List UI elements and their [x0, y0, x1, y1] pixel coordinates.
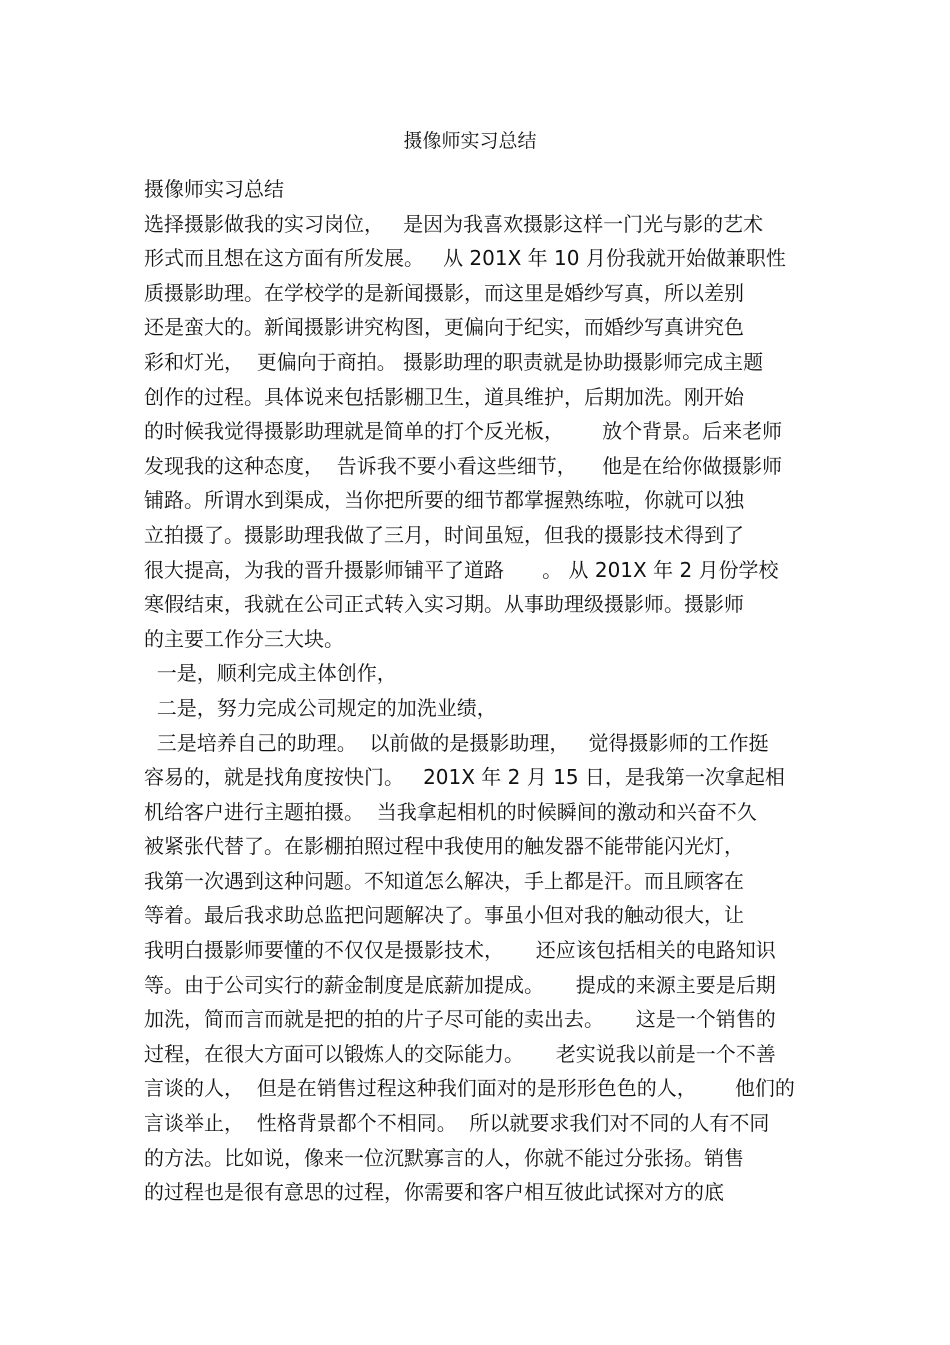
body-subtitle: 摄像师实习总结: [144, 177, 284, 201]
body-line: 的方法。比如说，像来一位沉默寡言的人，你就不能过分张扬。销售: [144, 1145, 744, 1170]
body-line: 选择摄影做我的实习岗位， 是因为我喜欢摄影这样一门光与影的艺术: [144, 211, 764, 236]
body-line: 我明白摄影师要懂的不仅仅是摄影技术， 还应该包括相关的电路知识: [144, 938, 776, 963]
body-line: 彩和灯光， 更偏向于商拍。 摄影助理的职责就是协助摄影师完成主题: [144, 349, 764, 374]
body-line: 容易的，就是找角度按快门。 201X 年 2 月 15 日，是我第一次拿起相: [144, 765, 785, 790]
body-line: 寒假结束，我就在公司正式转入实习期。从事助理级摄影师。摄影师: [144, 592, 744, 617]
body-line: 被紧张代替了。在影棚拍照过程中我使用的触发器不能带能闪光灯，: [144, 834, 744, 859]
body-line: 立拍摄了。摄影助理我做了三月，时间虽短，但我的摄影技术得到了: [144, 522, 744, 547]
body-line: 的主要工作分三大块。: [144, 626, 344, 651]
body-line: 形式而且想在这方面有所发展。 从 201X 年 10 月份我就开始做兼职性: [144, 246, 786, 271]
list-item-3: 三是培养自己的助理。 以前做的是摄影助理， 觉得摄影师的工作挺: [144, 730, 769, 755]
body-line: 等着。最后我求助总监把问题解决了。事虽小但对我的触动很大，让: [144, 903, 744, 928]
body-line: 还是蛮大的。新闻摄影讲究构图，更偏向于纪实，而婚纱写真讲究色: [144, 315, 744, 340]
document-body: [144, 172, 824, 1210]
document-title: 摄像师实习总结: [403, 130, 537, 152]
body-line: 铺路。所谓水到渠成，当你把所要的细节都掌握熟练啦，你就可以独: [144, 488, 744, 513]
body-line: 等。由于公司实行的薪金制度是底薪加提成。 提成的来源主要是后期: [144, 972, 776, 997]
list-item-1: 一是，顺利完成主体创作，: [144, 661, 397, 686]
body-line: 创作的过程。具体说来包括影棚卫生，道具维护，后期加洗。刚开始: [144, 384, 744, 409]
body-line: 的时候我觉得摄影助理就是简单的打个反光板， 放个背景。后来老师: [144, 419, 783, 444]
body-line: 质摄影助理。在学校学的是新闻摄影，而这里是婚纱写真，所以差别: [144, 280, 744, 305]
body-line: 加洗，简而言而就是把的拍的片子尽可能的卖出去。 这是一个销售的: [144, 1007, 776, 1032]
body-line: 我第一次遇到这种问题。不知道怎么解决，手上都是汗。而且顾客在: [144, 868, 744, 893]
body-line: 很大提高，为我的晋升摄影师铺平了道路 。 从 201X 年 2 月份学校: [144, 557, 779, 582]
body-line: 机给客户进行主题拍摄。 当我拿起相机的时候瞬间的激动和兴奋不久: [144, 799, 757, 824]
body-line: 发现我的这种态度， 告诉我不要小看这些细节， 他是在给你做摄影师: [144, 453, 783, 478]
body-line: 言谈举止， 性格背景都个不相同。 所以就要求我们对不同的人有不同: [144, 1111, 770, 1136]
body-line: 的过程也是很有意思的过程，你需要和客户相互彼此试探对方的底: [144, 1180, 724, 1205]
body-line: 言谈的人， 但是在销售过程这种我们面对的是形形色色的人， 他们的: [144, 1076, 795, 1101]
list-item-2: 二是，努力完成公司规定的加洗业绩，: [144, 695, 497, 720]
body-line: 过程，在很大方面可以锻炼人的交际能力。 老实说我以前是一个不善: [144, 1041, 776, 1066]
